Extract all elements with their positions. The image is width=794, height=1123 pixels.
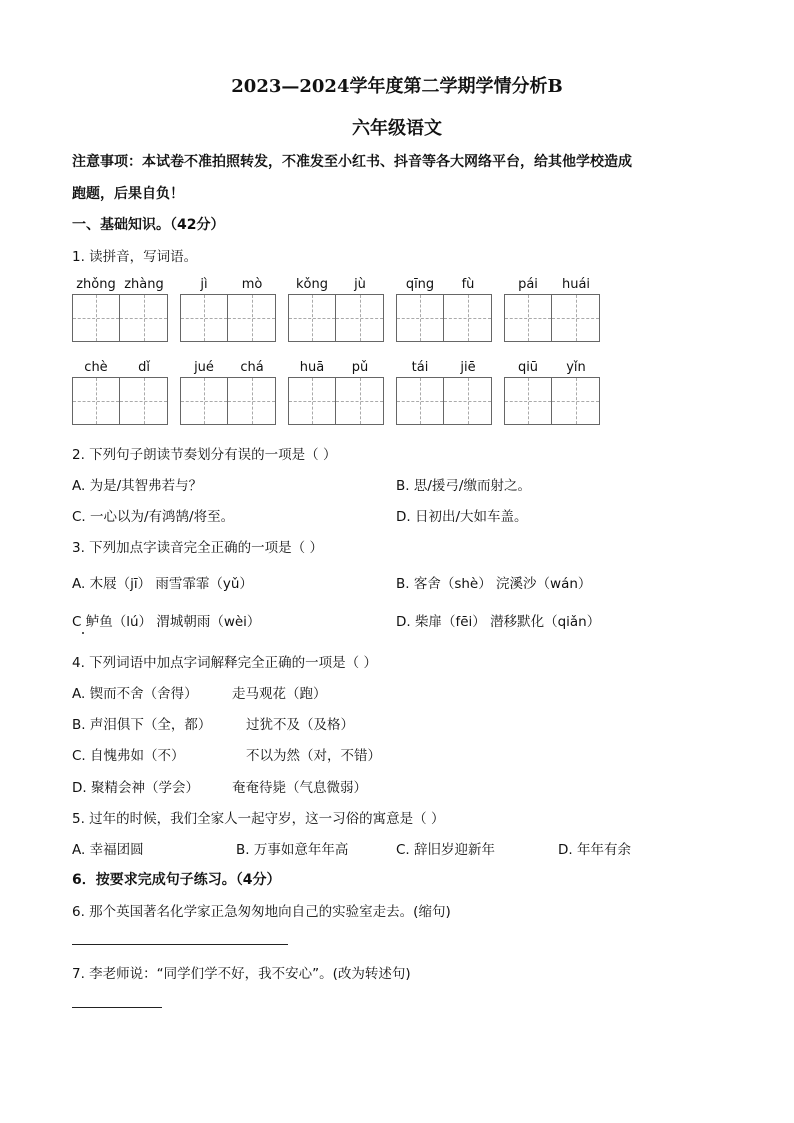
pinyin: mò bbox=[241, 277, 263, 292]
writing-box[interactable] bbox=[552, 294, 600, 342]
pinyin: dǐ bbox=[138, 360, 150, 375]
pinyin: fù bbox=[461, 277, 475, 292]
pinyin: zhàng bbox=[124, 277, 164, 292]
q1-word-9 bbox=[396, 360, 492, 425]
pinyin: jué bbox=[194, 360, 214, 375]
q4-option-d-second: 奄奄待毙（气息微弱） bbox=[232, 780, 367, 796]
pinyin: chè bbox=[84, 360, 108, 375]
q1-word-1 bbox=[72, 277, 168, 342]
q2-option-d[interactable]: D. 日初出/大如车盖。 bbox=[396, 509, 528, 525]
writing-box[interactable] bbox=[504, 294, 552, 342]
notice-line-1: 注意事项：本试卷不准拍照转发，不准发至小红书、抖音等各大网络平台，给其他学校造成 bbox=[72, 154, 632, 170]
writing-box[interactable] bbox=[444, 294, 492, 342]
q1-word-3 bbox=[288, 277, 384, 342]
q4-option-c-second: 不以为然（对，不错） bbox=[246, 748, 381, 764]
q3-option-b[interactable]: B. 客舍（shè） 浣溪沙（wán） bbox=[396, 576, 592, 592]
writing-box[interactable] bbox=[336, 294, 384, 342]
page-title: 2023—2024学年度第二学期学情分析B bbox=[231, 76, 563, 97]
q2-option-c[interactable]: C. 一心以为/有鸿鹄/将至。 bbox=[72, 509, 235, 525]
pinyin: qīng bbox=[405, 277, 435, 292]
pinyin: pǔ bbox=[351, 360, 369, 375]
pinyin: pái bbox=[518, 277, 538, 292]
q5-option-c[interactable]: C. 辞旧岁迎新年 bbox=[396, 842, 496, 858]
pinyin: huā bbox=[299, 360, 325, 375]
pinyin: huái bbox=[561, 277, 591, 292]
q4-option-a[interactable]: A. 锲而不舍（舍得） bbox=[72, 686, 198, 702]
q4-option-c[interactable]: C. 自愧弗如（不） bbox=[72, 748, 185, 764]
section-sentence-heading: 6．按要求完成句子练习。（4分） bbox=[72, 872, 281, 888]
q2-prompt: 2. 下列句子朗读节奏划分有误的一项是（ ） bbox=[72, 447, 337, 463]
writing-box[interactable] bbox=[120, 294, 168, 342]
q5-prompt: 5. 过年的时候，我们全家人一起守岁，这一习俗的寓意是（ ） bbox=[72, 811, 445, 827]
q1-word-7 bbox=[180, 360, 276, 425]
writing-box[interactable] bbox=[180, 294, 228, 342]
pinyin: kǒng bbox=[296, 277, 328, 292]
writing-box[interactable] bbox=[288, 377, 336, 425]
q1-word-4 bbox=[396, 277, 492, 342]
pinyin: qiū bbox=[517, 360, 539, 375]
writing-box[interactable] bbox=[72, 377, 120, 425]
writing-box[interactable] bbox=[336, 377, 384, 425]
writing-box[interactable] bbox=[396, 377, 444, 425]
section-1-heading: 一、基础知识。（42分） bbox=[72, 217, 225, 233]
q5-option-b[interactable]: B. 万事如意年年高 bbox=[236, 842, 349, 858]
pinyin: chá bbox=[240, 360, 264, 375]
q3-option-d[interactable]: D. 柴扉（fēi） 潜移默化（qiǎn） bbox=[396, 614, 601, 630]
q5-option-d[interactable]: D. 年年有余 bbox=[558, 842, 631, 858]
q1-word-8 bbox=[288, 360, 384, 425]
pinyin: jù bbox=[354, 277, 366, 292]
pinyin: jì bbox=[200, 277, 208, 292]
writing-box[interactable] bbox=[288, 294, 336, 342]
q1-word-2 bbox=[180, 277, 276, 342]
q1-prompt: 1. 读拼音，写词语。 bbox=[72, 249, 198, 265]
q3-option-a[interactable]: A. 木屐（jī） 雨雪霏霏（yǔ） bbox=[72, 576, 253, 592]
q2-option-a[interactable]: A. 为是/其智弗若与？ bbox=[72, 478, 203, 494]
writing-box[interactable] bbox=[180, 377, 228, 425]
q3-option-c[interactable]: C 鲈鱼（lú） 渭城朝雨（wèi） bbox=[72, 614, 261, 630]
q7-prompt: 7. 李老师说：“同学们学不好，我不安心”。(改为转述句) bbox=[72, 966, 411, 982]
writing-box[interactable] bbox=[228, 294, 276, 342]
writing-box[interactable] bbox=[552, 377, 600, 425]
q7-answer-line[interactable] bbox=[72, 1007, 162, 1008]
q6-answer-line[interactable] bbox=[72, 944, 288, 945]
q1-word-5 bbox=[504, 277, 600, 342]
q4-option-d[interactable]: D. 聚精会神（学会） bbox=[72, 780, 199, 796]
writing-box[interactable] bbox=[504, 377, 552, 425]
writing-box[interactable] bbox=[228, 377, 276, 425]
q1-word-6 bbox=[72, 360, 168, 425]
pinyin: yǐn bbox=[566, 360, 586, 375]
q1-word-10 bbox=[504, 360, 600, 425]
notice-line-2: 跑题，后果自负！ bbox=[72, 186, 184, 202]
q2-option-b[interactable]: B. 思/援弓/缴而射之。 bbox=[396, 478, 531, 494]
q4-option-b-second: 过犹不及（及格） bbox=[246, 717, 354, 733]
q3-prompt: 3. 下列加点字读音完全正确的一项是（ ） bbox=[72, 540, 323, 556]
writing-box[interactable] bbox=[72, 294, 120, 342]
emphasis-dot bbox=[82, 632, 84, 634]
writing-box[interactable] bbox=[396, 294, 444, 342]
q4-option-a-second: 走马观花（跑） bbox=[232, 686, 327, 702]
q4-prompt: 4. 下列词语中加点字词解释完全正确的一项是（ ） bbox=[72, 655, 377, 671]
q6-prompt: 6. 那个英国著名化学家正急匆匆地向自己的实验室走去。(缩句) bbox=[72, 904, 451, 920]
pinyin: jiē bbox=[460, 360, 476, 375]
writing-box[interactable] bbox=[120, 377, 168, 425]
writing-box[interactable] bbox=[444, 377, 492, 425]
pinyin: tái bbox=[411, 360, 429, 375]
page-subtitle: 六年级语文 bbox=[352, 118, 442, 139]
pinyin: zhǒng bbox=[76, 277, 116, 292]
q5-option-a[interactable]: A. 幸福团圆 bbox=[72, 842, 144, 858]
q4-option-b[interactable]: B. 声泪俱下（全，都） bbox=[72, 717, 212, 733]
